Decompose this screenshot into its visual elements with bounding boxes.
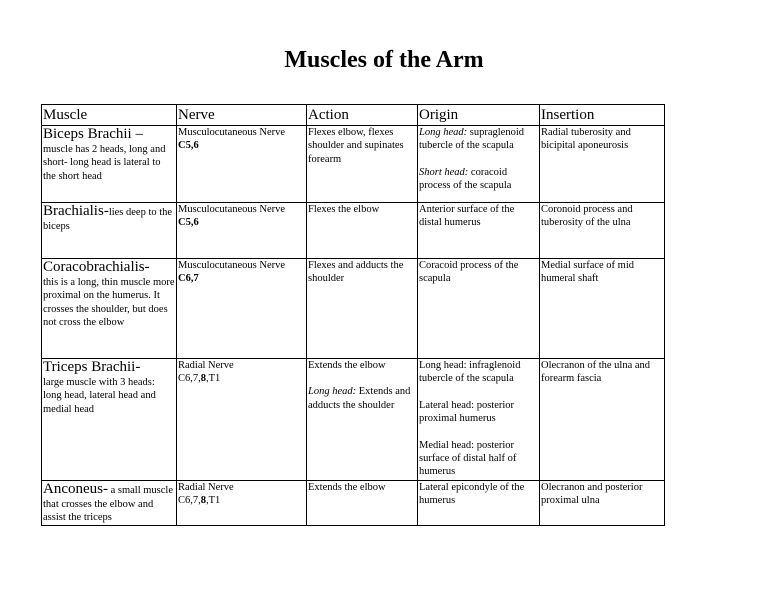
- origin-long-text: supraglenoid tubercle of the scapula: [419, 127, 524, 152]
- action-text: Flexes the elbow: [308, 204, 380, 215]
- origin-medial-head: Medial head: posterior surface of distal half of humerus: [419, 439, 517, 478]
- origin-cell: [418, 359, 540, 481]
- nerve-roots-part-b: 8: [200, 373, 207, 385]
- table-row: [42, 126, 665, 203]
- origin-long-label: Long head:: [419, 127, 468, 138]
- table-row: [42, 259, 665, 359]
- origin-short-head: [419, 166, 538, 193]
- nerve-roots: [178, 494, 305, 507]
- nerve-name: Radial Nerve: [178, 360, 234, 371]
- insertion-text: Radial tuberosity and bicipital aponeurosis: [541, 127, 631, 152]
- muscle-cell: [42, 203, 177, 259]
- action-long-text: Extends and adducts the shoulder: [308, 386, 411, 411]
- muscle-name: Brachialis-: [43, 203, 109, 219]
- nerve-roots-part-b: 8: [200, 495, 207, 507]
- header-nerve: Nerve: [177, 105, 307, 126]
- origin-cell: [418, 203, 540, 259]
- origin-text: Anterior surface of the distal humerus: [419, 204, 515, 229]
- header-action: Action: [307, 105, 418, 126]
- header-origin: Origin: [418, 105, 540, 126]
- action-text: Extends the elbow: [308, 482, 386, 493]
- muscle-cell: [42, 481, 177, 526]
- nerve-cell: [177, 126, 307, 203]
- origin-cell: [418, 126, 540, 203]
- insertion-text: Medial surface of mid humeral shaft: [541, 260, 635, 285]
- nerve-name: Musculocutaneous Nerve: [178, 260, 286, 271]
- muscle-cell: [42, 126, 177, 203]
- muscle-name: Coracobrachialis-: [43, 259, 150, 275]
- origin-long-head: Long head: infraglenoid tubercle of the scapula: [419, 360, 521, 385]
- muscles-table: [41, 104, 665, 526]
- action-text: Extends the elbow: [308, 360, 386, 371]
- insertion-cell: [540, 126, 665, 203]
- insertion-text: Olecranon and posterior proximal ulna: [541, 482, 643, 507]
- origin-long-head: [419, 126, 538, 153]
- nerve-name: Musculocutaneous Nerve: [178, 204, 286, 215]
- nerve-roots-part-c: ,T1: [206, 495, 221, 507]
- origin-text: Lateral epicondyle of the humerus: [419, 482, 525, 507]
- nerve-cell: [177, 259, 307, 359]
- muscle-name: Biceps Brachii –: [43, 126, 143, 142]
- origin-lateral-head: Lateral head: posterior proximal humerus: [419, 399, 515, 425]
- action-cell: [307, 359, 418, 481]
- muscle-cell: [42, 259, 177, 359]
- nerve-roots: C5,6: [178, 217, 199, 229]
- muscle-name: Triceps Brachii-: [43, 359, 141, 375]
- nerve-roots-part-a: C6,7,: [178, 373, 201, 385]
- nerve-cell: [177, 481, 307, 526]
- action-long-label: Long head:: [308, 386, 357, 398]
- nerve-name: Radial Nerve: [178, 482, 234, 493]
- nerve-roots-part-c: ,T1: [206, 373, 221, 385]
- page-title: Muscles of the Arm: [284, 47, 484, 73]
- table-row: [42, 481, 665, 526]
- action-long-head: [308, 385, 416, 412]
- nerve-roots-part-a: C6,7,: [178, 495, 201, 507]
- nerve-roots: [178, 372, 305, 385]
- insertion-text: Olecranon of the ulna and forearm fascia: [541, 360, 651, 385]
- insertion-cell: [540, 259, 665, 359]
- muscle-name: Anconeus-: [43, 481, 108, 497]
- nerve-roots: C5,6: [178, 140, 199, 152]
- origin-short-label: Short head:: [419, 166, 469, 178]
- action-cell: [307, 126, 418, 203]
- origin-cell: [418, 481, 540, 526]
- origin-text: Coracoid process of the scapula: [419, 260, 519, 285]
- muscle-cell: [42, 359, 177, 481]
- header-muscle: Muscle: [42, 105, 177, 126]
- insertion-text: Coronoid process and tuberosity of the ulna: [541, 204, 633, 229]
- action-cell: [307, 203, 418, 259]
- muscle-description: muscle has 2 heads, long and short- long head is lateral to the short head: [43, 144, 166, 182]
- table-row: [42, 359, 665, 481]
- action-text: Flexes elbow, flexes shoulder and supinates forearm: [308, 127, 404, 165]
- nerve-roots: C6,7: [178, 273, 199, 285]
- action-text: Flexes and adducts the shoulder: [308, 260, 404, 285]
- nerve-cell: [177, 203, 307, 259]
- action-cell: [307, 481, 418, 526]
- nerve-cell: [177, 359, 307, 481]
- header-insertion: Insertion: [540, 105, 665, 126]
- origin-cell: [418, 259, 540, 359]
- muscle-description: a small muscle that crosses the elbow and assist the triceps: [43, 485, 174, 524]
- action-cell: [307, 259, 418, 359]
- muscle-description: lies deep to the biceps: [43, 207, 173, 232]
- muscle-description: large muscle with 3 heads: long head, lateral head and medial head: [43, 377, 156, 415]
- table-header-row: [42, 105, 665, 126]
- origin-short-text: coracoid process of the scapula: [419, 166, 512, 192]
- nerve-name: Musculocutaneous Nerve: [178, 127, 286, 138]
- table-row: [42, 203, 665, 259]
- insertion-cell: [540, 359, 665, 481]
- insertion-cell: [540, 481, 665, 526]
- muscle-description: this is a long, thin muscle more proximal on the humerus. It crosses the shoulder, but does not cross the elbow: [43, 277, 175, 329]
- insertion-cell: [540, 203, 665, 259]
